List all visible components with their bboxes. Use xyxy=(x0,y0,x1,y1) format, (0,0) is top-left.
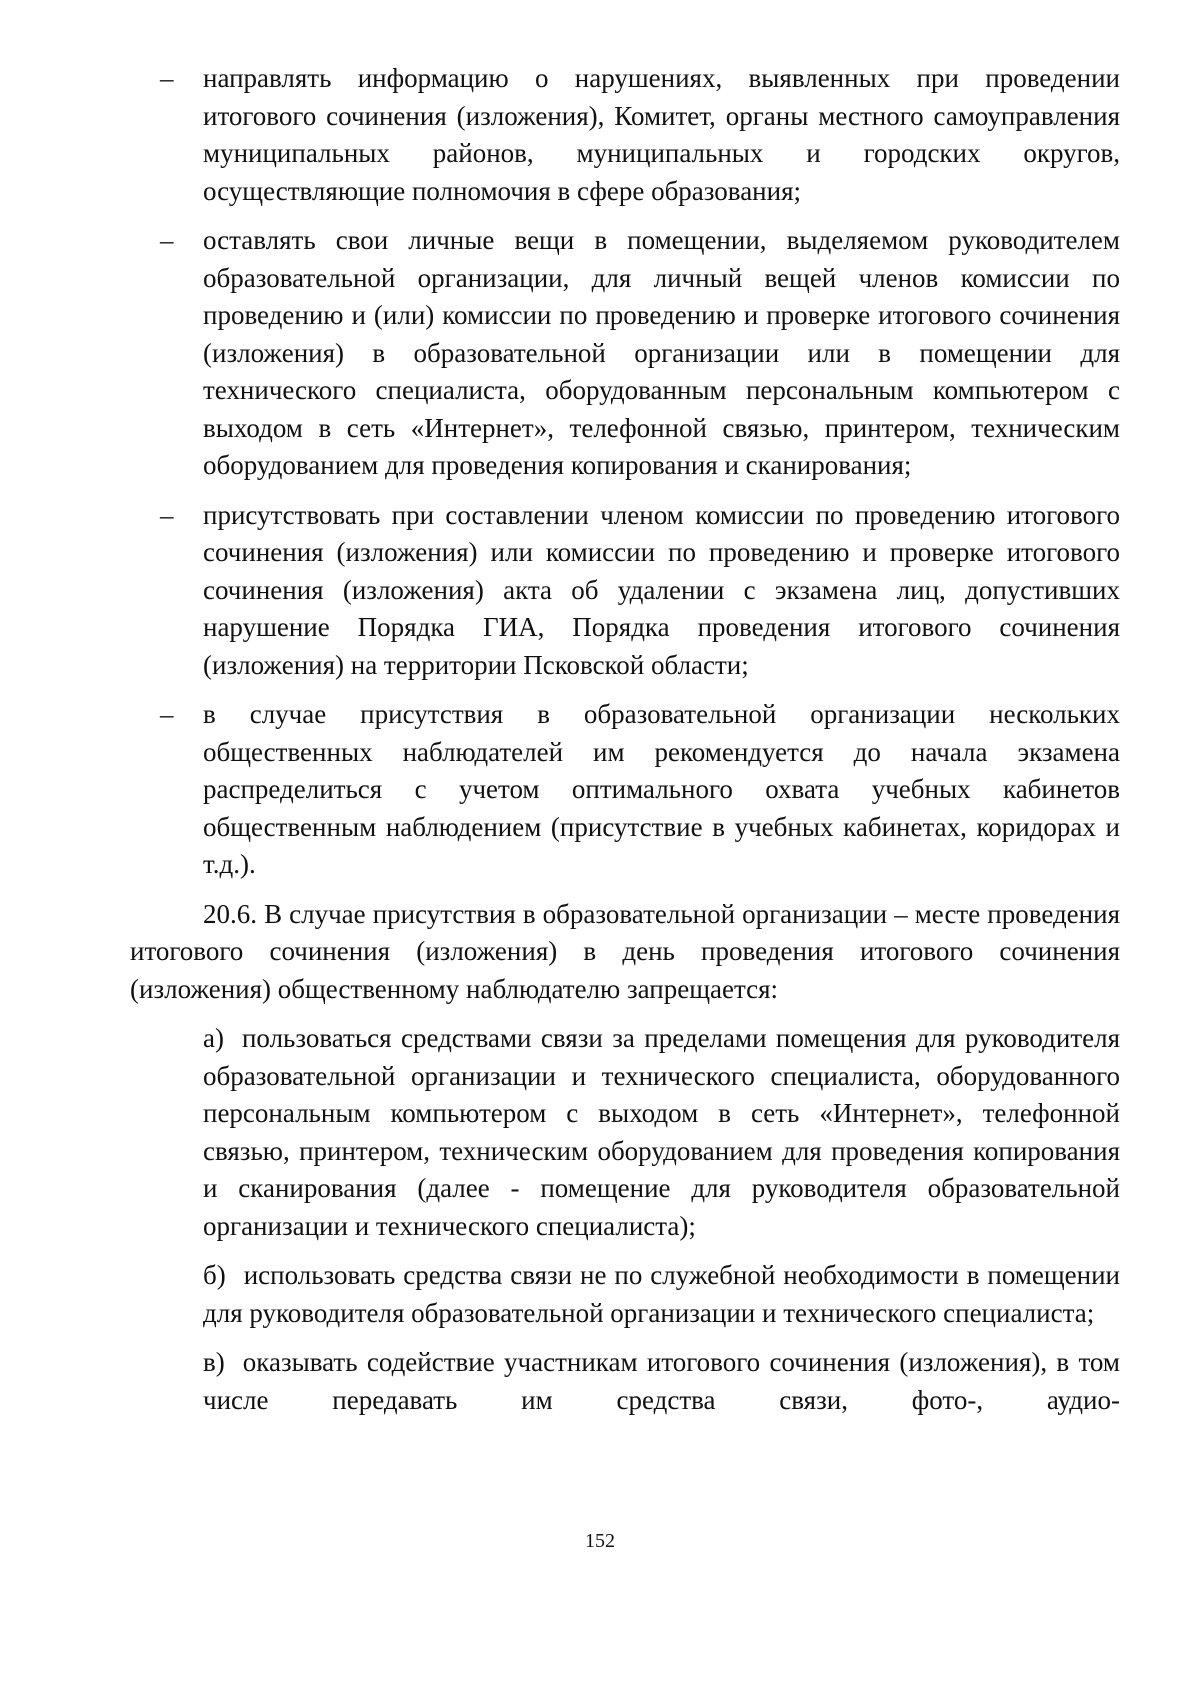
page-content xyxy=(130,60,1120,1431)
bullet-item xyxy=(130,60,1120,210)
bullet-item xyxy=(130,222,1120,485)
item-text: использовать средства связи не по служебной необходимости в помещении для руководителя образовательной организации и технического специалиста; xyxy=(203,1260,1120,1328)
lettered-item xyxy=(130,1020,1120,1245)
dash-marker: – xyxy=(160,699,174,729)
section-paragraph: 20.6. В случае присутствия в образовательной организации – месте проведения итогового сочинения (изложения) в день проведения итогового сочинения (изложения) общественному наблюдателю запрещается: xyxy=(130,898,1120,1004)
bullet-text: присутствовать при составлении членом комиссии по проведению итогового сочинения (изложения) или комиссии по проведению и проверке итогового сочинения (изложения) акта об удалении с экзамена лиц, допустивших нарушение Порядка ГИА, Порядка проведения итогового сочинения (изложения) на территории Псковской области; xyxy=(203,499,1120,680)
lettered-item xyxy=(130,1257,1120,1332)
bullet-text: направлять информацию о нарушениях, выявленных при проведении итогового сочинения (изложения), Комитет, органы местного самоуправления муниципальных районов, муниципальных и городских округов, осуществляющие полномочия в сфере образования; xyxy=(203,63,1120,206)
item-text: пользоваться средствами связи за пределами помещения для руководителя образовательной организации и технического специалиста, оборудованного персональным компьютером с выходом в сеть «Интернет», телефонной связью, принтером, техническим оборудованием для проведения копирования и сканирования (далее - помещение для руководителя образовательной организации и технического специалиста); xyxy=(203,1023,1120,1241)
dash-marker: – xyxy=(160,225,174,255)
item-marker: а) xyxy=(203,1023,224,1053)
dash-marker: – xyxy=(160,499,174,530)
item-marker: в) xyxy=(203,1347,225,1377)
item-marker: б) xyxy=(203,1260,226,1290)
bullet-item xyxy=(130,497,1120,685)
bullet-text: оставлять свои личные вещи в помещении, выделяемом руководителем образовательной организации, для личный вещей членов комиссии по проведению и (или) комиссии по проведению и проверке итогового сочинения (изложения) в образовательной организации или в помещении для технического специалиста, оборудованным персональным компьютером с выходом в сеть «Интернет», телефонной связью, принтером, техническим оборудованием для проведения копирования и сканирования; xyxy=(203,225,1120,480)
item-text: оказывать содействие участникам итогового сочинения (изложения), в том числе передавать им средства связи, фото-, аудио- xyxy=(203,1347,1120,1415)
bullet-text: в случае присутствия в образовательной организации нескольких общественных наблюдателей им рекомендуется до начала экзамена распределиться с учетом оптимального охвата учебных кабинетов общественным наблюдением (присутствие в учебных кабинетах, коридорах и т.д.). xyxy=(203,699,1120,879)
dash-marker: – xyxy=(160,63,174,93)
bullet-item xyxy=(130,696,1120,884)
lettered-item xyxy=(130,1344,1120,1419)
page-number: 152 xyxy=(585,1530,615,1552)
